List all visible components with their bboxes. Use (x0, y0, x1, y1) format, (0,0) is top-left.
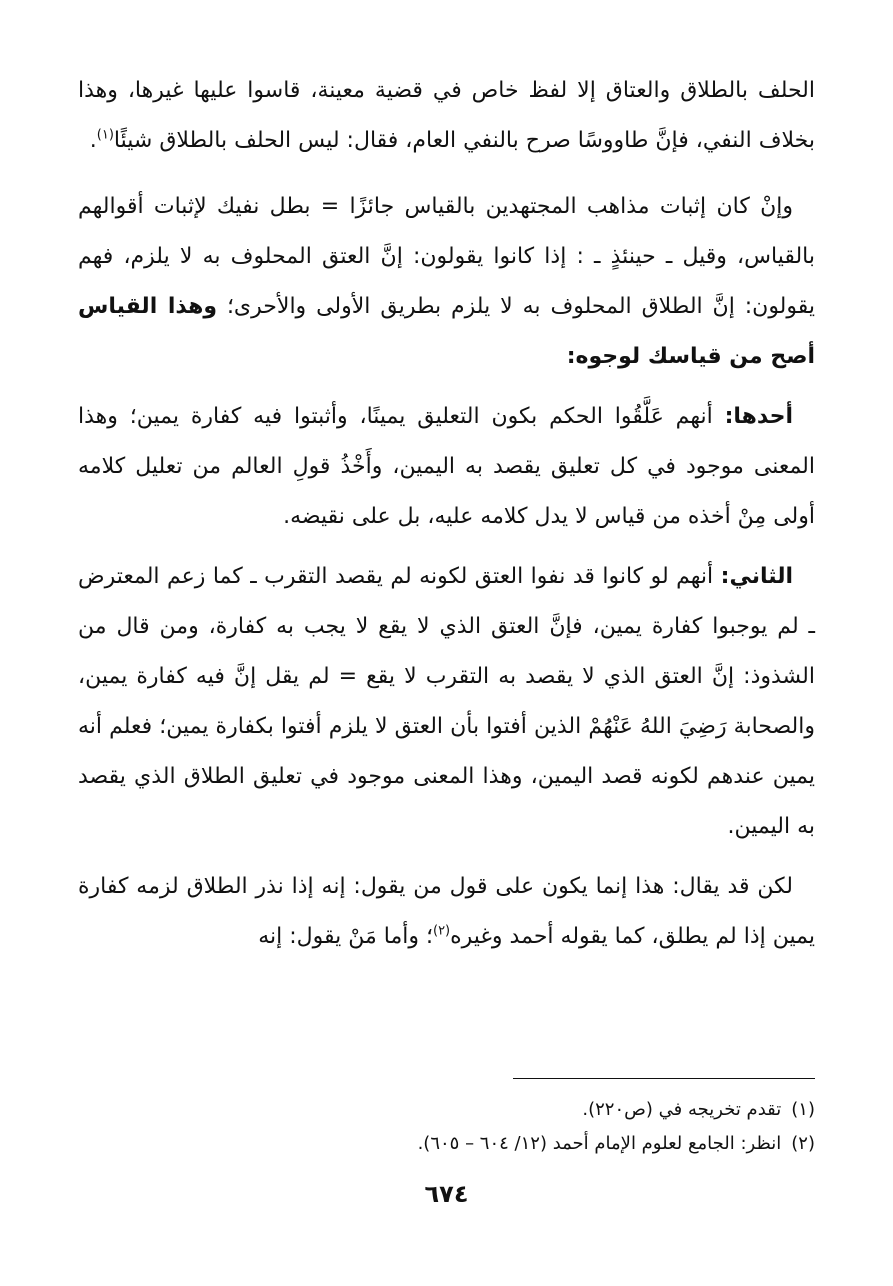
footnote-1-number: (١) (791, 1099, 815, 1120)
paragraph-2 (78, 182, 815, 382)
paragraph-5-text: لكن قد يقال: هذا إنما يكون على قول من يقول: إنه إذا نذر الطلاق لزمه كفارة يمين إذا لم يطلق، كما يقوله أحمد وغيره (78, 874, 815, 949)
page-number: ٦٧٤ (424, 1180, 469, 1208)
paragraph-5-tail: ؛ وأما مَنْ يقول: إنه (258, 924, 433, 949)
paragraph-4-lead: الثاني: (720, 564, 793, 589)
footnote-2-number: (٢) (791, 1133, 815, 1154)
footnote-1-text: تقدم تخريجه في (ص٢٢٠). (582, 1099, 782, 1120)
paragraph-5 (78, 862, 815, 962)
paragraph-3-lead: أحدها: (724, 404, 793, 429)
paragraph-3 (78, 392, 815, 542)
paragraph-4 (78, 552, 815, 852)
footnote-divider (513, 1078, 815, 1079)
paragraph-2-text: وإنْ كان إثبات مذاهب المجتهدين بالقياس جائزًا = بطل نفيك لإثبات أقوالهم بالقياس، وقيل ـ حينئذٍ ـ : إذا كانوا يقولون: إنَّ العتق المحلوف به لا يلزم، فهم يقولون: إنَّ الطلاق المحلوف به لا يلزم بطريق الأولى والأحرى؛ (78, 194, 816, 319)
paragraph-4-text: أنهم لو كانوا قد نفوا العتق لكونه لم يقصد التقرب ـ كما زعم المعترض ـ لم يوجبوا كفارة يمين، فإنَّ العتق الذي لا يقع لا يجب به كفارة، ومن قال من الشذوذ: إنَّ العتق الذي لا يقصد به التقرب لا يقع = لم يقل إنَّ فيه كفارة يمين، والصحابة رَضِيَ اللهُ عَنْهُمْ الذين أفتوا بأن العتق لا يلزم أفتوا بكفارة يمين؛ فعلم أنه يمين عندهم لكونه قصد اليمين، وهذا المعنى موجود في تعليق الطلاق الذي يقصد به اليمين. (78, 564, 815, 839)
paragraph-1 (78, 66, 815, 166)
footnote-2 (78, 1127, 815, 1161)
footnote-2-text: انظر: الجامع لعلوم الإمام أحمد (١٢/ ٦٠٤ – ٦٠٥). (417, 1133, 782, 1154)
footnote-marker-2[interactable]: (٢) (432, 923, 451, 939)
footnote-marker-1[interactable]: (١) (96, 127, 114, 143)
paragraph-1-text: الحلف بالطلاق والعتاق إلا لفظ خاص في قضية معينة، قاسوا عليها غيرها، وهذا بخلاف النفي، فإنَّ طاووسًا صرح بالنفي العام، فقال: ليس الحلف بالطلاق شيئًا (78, 78, 815, 153)
footnotes (78, 1093, 815, 1161)
page-body (78, 66, 815, 962)
footnote-1 (78, 1093, 815, 1127)
paragraph-1-tail: . (89, 128, 97, 153)
paragraph-2-bold-tail: وهذا القياس أصح من قياسك لوجوه: (78, 294, 815, 369)
paragraph-3-text: أنهم عَلَّقُوا الحكم بكون التعليق يمينًا، وأثبتوا فيه كفارة يمين؛ وهذا المعنى موجود في كل تعليق يقصد به اليمين، وأَخْذُ قولِ العالم من تعليل كلامه أولى مِنْ أخذه من قياس لا يدل كلامه عليه، بل على نقيضه. (78, 404, 815, 529)
